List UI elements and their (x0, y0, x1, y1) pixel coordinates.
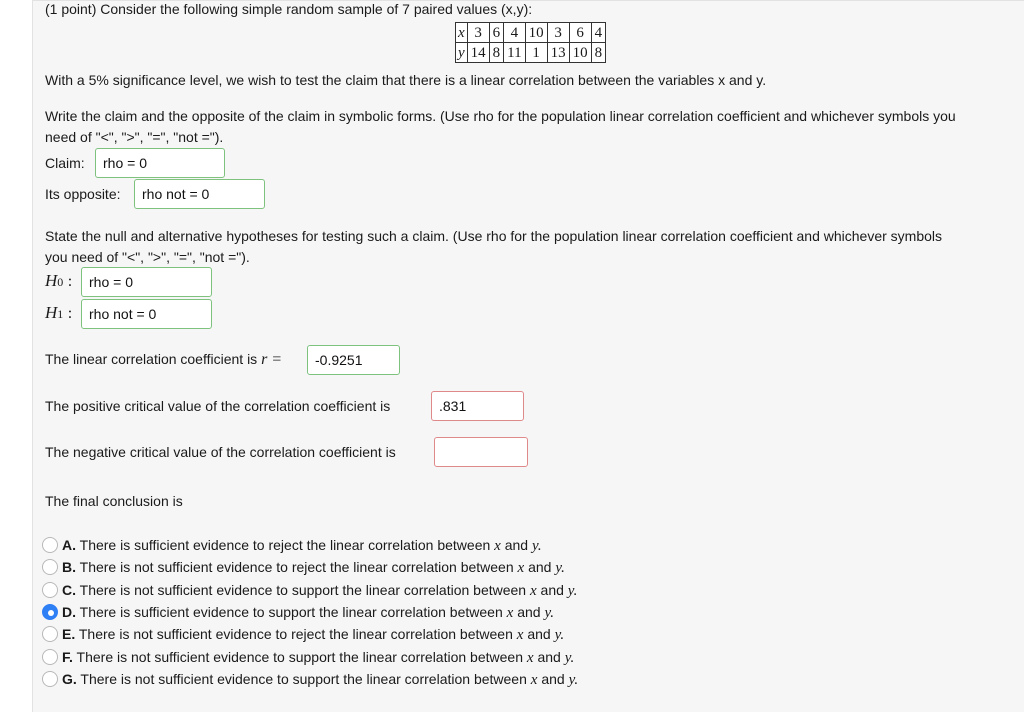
positive-critical-input[interactable]: .831 (431, 391, 524, 421)
y-cell: 10 (569, 43, 591, 63)
opposite-label: Its opposite: (45, 186, 121, 202)
choice-y: y. (531, 538, 542, 554)
h0-label (45, 271, 72, 292)
r-label (45, 349, 282, 370)
x-row (456, 23, 606, 43)
x-cell: 3 (467, 23, 489, 43)
y-cell: 8 (489, 43, 504, 63)
choice-y: y. (564, 650, 575, 666)
radio-g[interactable] (42, 671, 58, 687)
choice-letter: E. (62, 626, 76, 642)
choice-letter: B. (62, 559, 76, 575)
choice-and: and (537, 649, 561, 665)
x-cell: 4 (504, 23, 525, 43)
x-cell: 10 (525, 23, 547, 43)
x-cell: 3 (547, 23, 569, 43)
choice-and: and (541, 671, 565, 687)
choice-and: and (528, 559, 552, 575)
choice-letter: D. (62, 604, 76, 620)
claim-input[interactable]: rho = 0 (95, 148, 225, 178)
negative-critical-input[interactable] (434, 437, 528, 467)
choice-y: y. (567, 583, 578, 599)
y-header: y (456, 43, 468, 63)
claim-instruction-line2: need of "<", ">", "=", "not ="). (45, 129, 224, 145)
h0-colon: : (67, 273, 73, 290)
y-row (456, 43, 606, 63)
radio-a[interactable] (42, 537, 58, 553)
choice-letter: F. (62, 649, 73, 665)
radio-b[interactable] (42, 559, 58, 575)
h1-subscript: 1 (57, 307, 64, 321)
question-panel (32, 0, 1024, 712)
x-cell: 6 (489, 23, 504, 43)
choice-text: There is sufficient evidence to support the linear correlation between (79, 604, 503, 620)
choice-text: There is not sufficient evidence to reject the linear correlation between (79, 559, 514, 575)
x-cell: 6 (569, 23, 591, 43)
h1-colon: : (67, 305, 73, 322)
choice-letter: C. (62, 582, 76, 598)
y-cell: 13 (547, 43, 569, 63)
choice-text: There is not sufficient evidence to support the linear correlation between (80, 671, 527, 687)
choice-text: There is sufficient evidence to reject the linear correlation between (79, 537, 491, 553)
r-label-text: The linear correlation coefficient is (45, 351, 258, 367)
choice-text: There is not sufficient evidence to support the linear correlation between (79, 582, 527, 598)
choice-letter: G. (62, 671, 77, 687)
choice-letter: A. (62, 537, 76, 553)
choice-x: x (517, 560, 525, 576)
radio-c[interactable] (42, 582, 58, 598)
y-cell: 11 (504, 43, 525, 63)
radio-e[interactable] (42, 626, 58, 642)
choice-and: and (504, 537, 529, 553)
h0-subscript: 0 (57, 275, 64, 289)
positive-critical-label: The positive critical value of the correlation coefficient is (45, 398, 391, 414)
choice-y: y. (554, 627, 565, 643)
choice-x: x (494, 538, 501, 554)
h1-input[interactable]: rho not = 0 (81, 299, 212, 329)
choice-text: There is not sufficient evidence to reject the linear correlation between (78, 626, 513, 642)
choice-and: and (540, 582, 564, 598)
x-cell: 4 (591, 23, 606, 43)
choice-and: and (517, 604, 541, 620)
y-cell: 8 (591, 43, 606, 63)
y-cell: 14 (467, 43, 489, 63)
negative-critical-label: The negative critical value of the correlation coefficient is (45, 444, 396, 460)
choice-and: and (527, 626, 551, 642)
choice-x: x (506, 605, 514, 621)
choice-x: x (516, 627, 524, 643)
significance-text: With a 5% significance level, we wish to test the claim that there is a linear correlation between the variables x and y. (45, 72, 767, 88)
choice-y: y. (568, 672, 579, 688)
claim-label: Claim: (45, 155, 85, 171)
radio-f[interactable] (42, 649, 58, 665)
paired-values-table (455, 22, 606, 63)
x-header: x (456, 23, 468, 43)
hypotheses-instruction-line2: you need of "<", ">", "=", "not ="). (45, 249, 250, 265)
radio-d-selected[interactable] (42, 604, 58, 620)
opposite-input[interactable]: rho not = 0 (134, 179, 265, 209)
h0-input[interactable]: rho = 0 (81, 267, 212, 297)
choice-x: x (530, 672, 538, 688)
choice-text: There is not sufficient evidence to support the linear correlation between (76, 649, 523, 665)
r-symbol: r = (261, 351, 283, 368)
y-cell: 1 (525, 43, 547, 63)
choice-y: y. (555, 560, 565, 576)
conclusion-label: The final conclusion is (45, 493, 183, 509)
choice-y: y. (544, 605, 555, 621)
claim-instruction-line1: Write the claim and the opposite of the claim in symbolic forms. (Use rho for the population linear correlation coefficient and whichever symbols you (45, 108, 956, 124)
r-input[interactable]: -0.9251 (307, 345, 400, 375)
choice-x: x (526, 650, 534, 666)
h1-symbol: H (45, 303, 58, 322)
choice-x: x (529, 583, 537, 599)
h0-symbol: H (45, 271, 58, 290)
question-header: (1 point) Consider the following simple random sample of 7 paired values (x,y): (45, 1, 533, 17)
h1-label (45, 303, 72, 324)
hypotheses-instruction-line1: State the null and alternative hypotheses for testing such a claim. (Use rho for the population linear correlation coefficient and whichever symbols (45, 228, 943, 244)
